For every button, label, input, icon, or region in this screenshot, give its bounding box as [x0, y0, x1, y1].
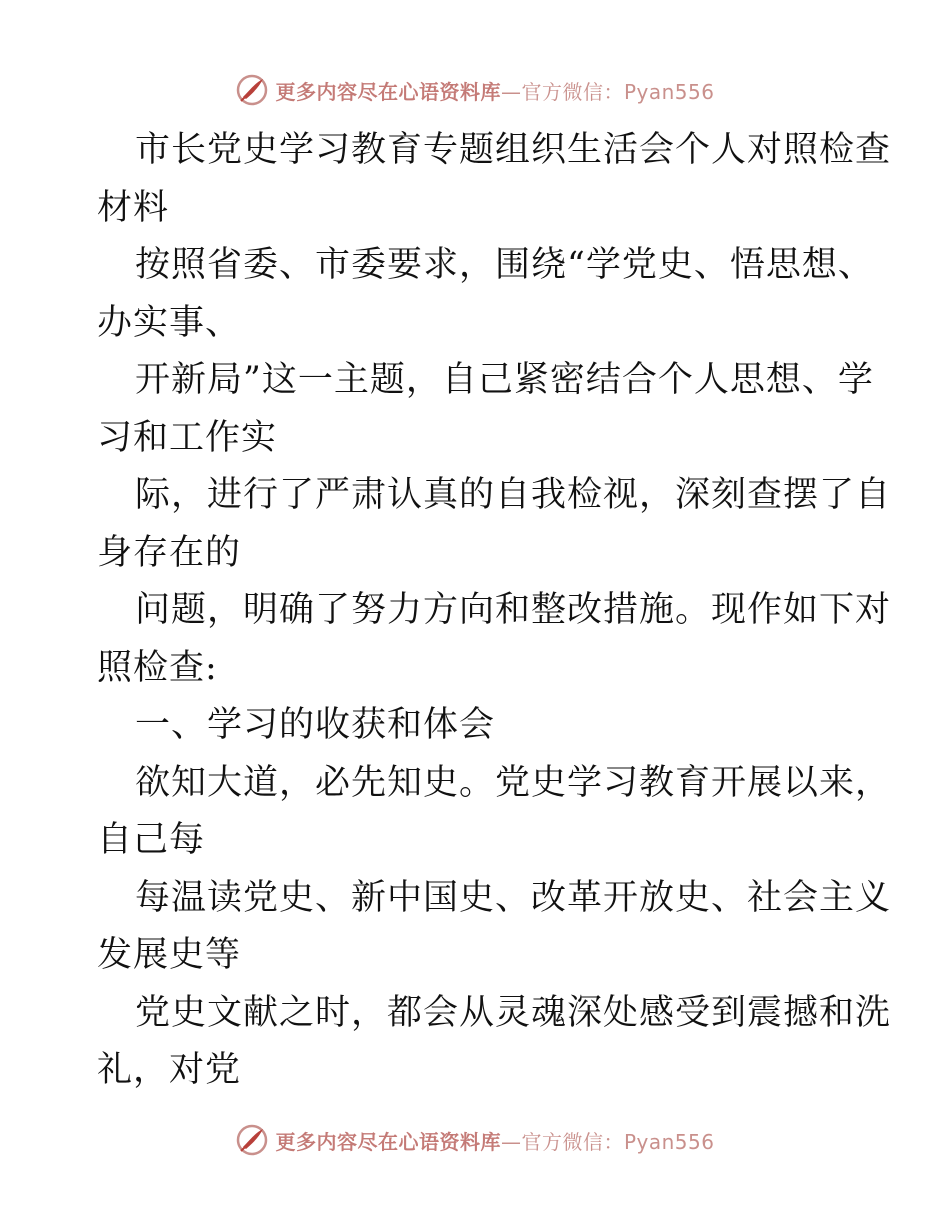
watermark-text — [275, 76, 714, 105]
text-line: 办实事、 — [97, 302, 242, 343]
watermark-main-text: 更多内容尽在心语资料库 — [275, 79, 501, 104]
text-line: 际，进行了严肃认真的自我检视，深刻查摆了自 — [135, 475, 892, 515]
document-body — [97, 122, 892, 1100]
text-line: 问题，明确了努力方向和整改措施。现作如下对 — [135, 590, 892, 630]
text-line: 自己每 — [97, 820, 206, 860]
text-line: 身存在的 — [97, 532, 242, 573]
text-line: 照检查: — [97, 647, 218, 688]
watermark-separator: — — [500, 79, 522, 104]
text-line: 欲知大道，必先知史。党史学习教育开展以来， — [135, 762, 892, 803]
text-line: 礼，对党 — [97, 1050, 242, 1090]
watermark-wechat-text: 官方微信：Pyan556 — [521, 79, 715, 104]
text-line: 市长党史学习教育专题组织生活会个人对照检查 — [135, 130, 892, 170]
watermark-separator: — — [500, 1129, 522, 1154]
quill-pen-logo-icon — [235, 73, 269, 107]
text-line: 材料 — [97, 187, 170, 228]
text-line: 开新局”这一主题，自己紧密结合个人思想、学 — [135, 360, 874, 400]
header-watermark — [0, 70, 950, 110]
text-line: 党史文献之时，都会从灵魂深处感受到震撼和洗 — [135, 992, 892, 1033]
quill-pen-logo-icon — [235, 1123, 269, 1157]
watermark-text — [275, 1126, 714, 1155]
text-line: 每温读党史、新中国史、改革开放史、社会主义 — [135, 877, 892, 918]
text-line: 一、学习的收获和体会 — [135, 705, 496, 745]
text-line: 发展史等 — [97, 935, 242, 975]
footer-watermark — [0, 1120, 950, 1160]
watermark-wechat-text: 官方微信：Pyan556 — [521, 1129, 715, 1154]
text-line: 习和工作实 — [97, 417, 278, 458]
watermark-main-text: 更多内容尽在心语资料库 — [275, 1129, 501, 1154]
text-line: 按照省委、市委要求，围绕“学党史、悟思想、 — [135, 245, 874, 285]
